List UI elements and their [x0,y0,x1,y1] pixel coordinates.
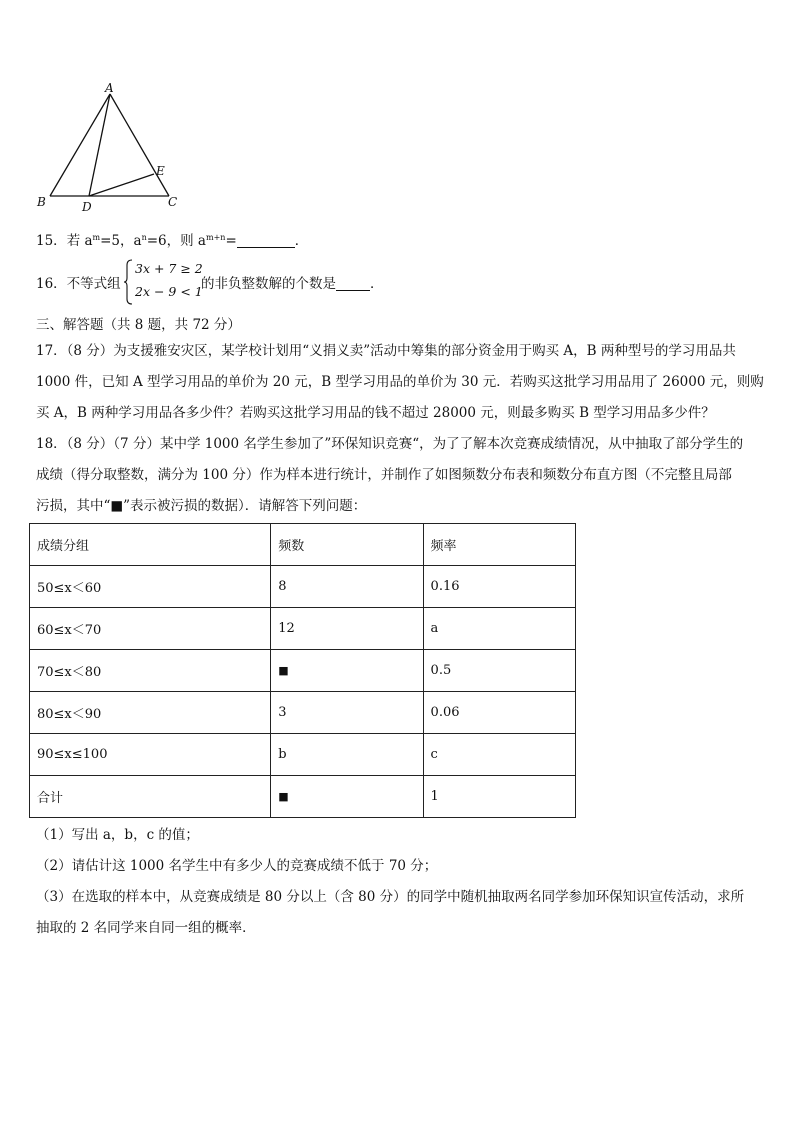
table-row [30,608,576,650]
section-3-title: 三、解答题（共 8 题，共 72 分） [36,317,241,333]
table-row [30,566,576,608]
question-15: 15．若 $a^m=5$，$a^n=6$，则 $a^{m+n}=$ ． [36,233,309,249]
table-cell: a [423,608,575,650]
table-row [30,776,576,818]
table-cell: 8 [271,566,423,608]
vertex-label-C: C [168,195,178,209]
table-cell: 3 [271,692,423,734]
segment-AD [89,94,110,196]
table-header-row [30,524,576,566]
inequality-2: 2x − 9 < 1 [135,284,203,299]
frequency-table [29,523,576,818]
table-cell: 1 [423,776,575,818]
brace-icon [123,259,133,305]
table-cell: 0.5 [423,650,575,692]
question-16-prefix: 16．不等式组 [36,276,121,292]
table-cell: c [423,734,575,776]
table-row [30,650,576,692]
question-18-subquestions [36,820,758,944]
table-header-cell: 频数 [271,524,423,566]
table-cell: 12 [271,608,423,650]
table-cell: 合计 [30,776,271,818]
table-cell: b [271,734,423,776]
table-header-cell: 频率 [423,524,575,566]
table-cell: ■ [271,650,423,692]
table-cell: 50≤x＜60 [30,566,271,608]
question-15-number: 15． [36,233,67,249]
vertex-label-D: D [82,200,92,214]
segment-DE [89,174,154,196]
vertex-label-B: B [37,195,46,209]
question-18: 18．（8 分）（7 分）某中学 1000 名学生参加了”环保知识竞赛“，为了了解本次竞赛成绩情况，从中抽取了部分学生的 成绩（得分取整数，满分为 100 分）作为样本进行统计，并制作了如图频数分布表和频数分布直方图（不完整且局部 污损，其中“■”表示被污损的数据）．请解答下列问题： [36,436,744,514]
table-cell: ■ [271,776,423,818]
table-cell: 0.06 [423,692,575,734]
vertex-label-E: E [156,164,165,178]
subquestion-2: （2）请估计这 1000 名学生中有多少人的竞赛成绩不低于 70 分； [36,858,438,874]
subquestion-1: （1）写出 a，b，c 的值； [36,827,199,843]
vertex-label-A: A [105,81,114,95]
table-row [30,734,576,776]
table-header-cell: 成绩分组 [30,524,271,566]
question-17: 17．（8 分）为支援雅安灾区，某学校计划用“义捐义卖”活动中筹集的部分资金用于购买 A，B 两种型号的学习用品共 1000 件，已知 A 型学习用品的单价为 20 元，B 型学习用品的单价为 30 元．若购买这批学习用品用了 26000 元，则购 买 A，B 两种学习用品各多少件？若购买这批学习用品的钱不超过 28000 元，则最多购买 B 型学习用品多少件？ [36,343,764,421]
subquestion-3-cont: 抽取的 2 名同学来自同一组的概率． [36,920,256,936]
table-cell: 80≤x＜90 [30,692,271,734]
table-cell: 70≤x＜80 [30,650,271,692]
answer-blank-16[interactable] [336,276,370,291]
answer-blank-15[interactable] [237,233,295,248]
side-AB [50,94,110,196]
inequality-1: 3x + 7 ≥ 2 [135,261,203,276]
table-cell: 0.16 [423,566,575,608]
triangle-figure [30,78,190,218]
side-AC [110,94,169,196]
inequality-system [123,259,203,305]
subquestion-3: （3）在选取的样本中，从竞赛成绩是 80 分以上（含 80 分）的同学中随机抽取两名同学参加环保知识宣传活动，求所 [36,889,745,905]
table-cell: 90≤x≤100 [30,734,271,776]
question-16-suffix: 的非负整数解的个数是 ． [201,276,384,292]
table-row [30,692,576,734]
table-cell: 60≤x＜70 [30,608,271,650]
